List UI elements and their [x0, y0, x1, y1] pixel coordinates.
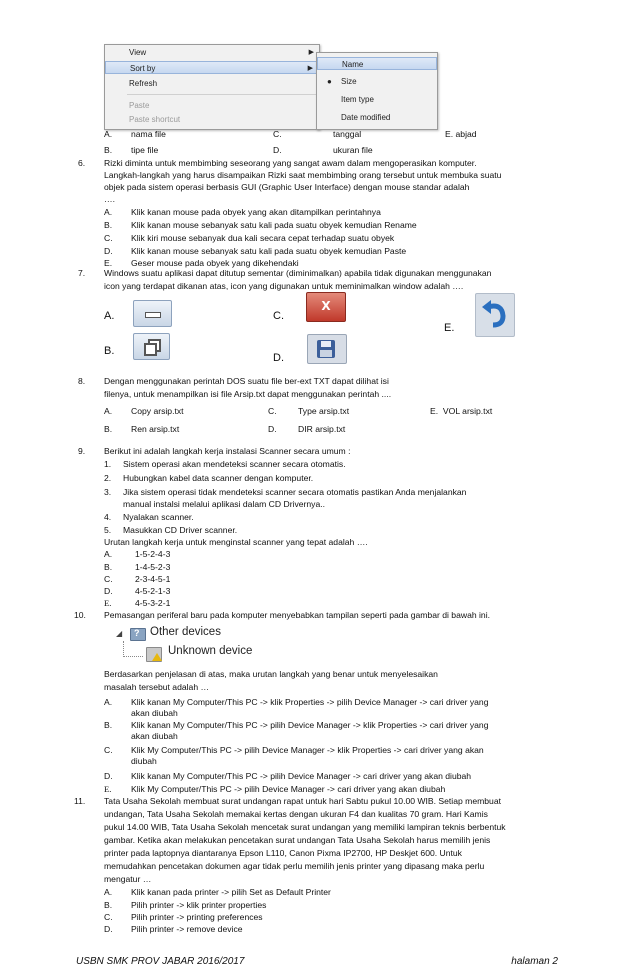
q10-text-2: masalah tersebut adalah …: [104, 682, 210, 692]
q7-option-e: E.: [444, 322, 455, 334]
q9-intro: Berikut ini adalah langkah kerja instalasi Scanner secara umum :: [104, 446, 351, 456]
q9-step-text: Hubungkan kabel data scanner dengan komputer.: [123, 473, 314, 483]
q6-text-3: objek pada sistem operasi berbasis GUI (Graphic User Interface) dengan mouse standar adalah: [104, 182, 470, 192]
q11-option-key: A.: [104, 887, 113, 897]
q9-option-text: 2-3-4-5-1: [135, 574, 171, 584]
q9-option-text: 4-5-3-2-1: [135, 598, 171, 608]
q11-option-text: Pilih printer -> klik printer properties: [131, 900, 267, 910]
q11-text-7: mengatur …: [104, 874, 152, 884]
q6-text-4: ….: [104, 194, 115, 204]
q7-text-2: icon yang terdapat dikanan atas, icon yang digunakan untuk meminimalkan window adalah ….: [104, 281, 464, 291]
expand-arrow-icon[interactable]: ◢: [116, 629, 123, 638]
q7-option-d: D.: [273, 352, 284, 364]
q9-option-key: D.: [104, 586, 113, 596]
q6-option-text: Klik kanan mouse pada obyek yang akan ditampilkan perintahnya: [131, 207, 381, 217]
tree-parent-label[interactable]: Other devices: [150, 626, 221, 638]
q7-option-a: A.: [104, 310, 115, 322]
q10-option-key: B.: [104, 720, 113, 730]
q10-intro: Pemasangan periferal baru pada komputer menyebabkan tampilan seperti pada gambar di bawah ini.: [104, 610, 491, 620]
q10-option-text: Klik kanan My Computer/This PC -> klik Properties -> pilih Device Manager -> cari driver yang: [131, 697, 489, 707]
footer-right: halaman 2: [511, 956, 558, 967]
q8-text-2: filenya, untuk menampilkan isi file Arsip.txt dapat menggunakan perintah ....: [104, 389, 392, 399]
q10-option-text: Klik kanan My Computer/This PC -> pilih Device Manager -> cari driver yang akan diubah: [131, 771, 472, 781]
unknown-device-icon: [146, 647, 162, 662]
q5-option-b-text: tipe file: [131, 145, 159, 155]
q11-text-5: printer pada laptopnya diantaranya Epson L110, Canon Pixma IP2700, HP Deskjet 600. Untuk: [104, 848, 462, 858]
q9-option-text: 4-5-2-1-3: [135, 586, 171, 596]
q8-option-a-text: Copy arsip.txt: [131, 406, 184, 416]
q8-text-1: Dengan menggunakan perintah DOS suatu file ber-ext TXT dapat dilihat isi: [104, 376, 389, 386]
q9-step-num: 4.: [104, 512, 112, 522]
q9-step-text: manual instalsi melalui aplikasi dalam CD Drivernya..: [123, 499, 326, 509]
q6-option-text: Klik kanan mouse sebanyak satu kali pada suatu obyek kemudian Paste: [131, 246, 407, 256]
q10-option-text-cont: akan diubah: [131, 708, 178, 718]
q5-option-a: A.: [104, 129, 113, 139]
q6-option-text: Klik kanan mouse sebanyak satu kali pada suatu obyek kemudian Rename: [131, 220, 417, 230]
q9-option-key: A.: [104, 549, 113, 559]
save-icon: [307, 334, 347, 364]
q9-step-text: Nyalakan scanner.: [123, 512, 194, 522]
q9-question: Urutan langkah kerja untuk menginstal scanner yang tepat adalah ….: [104, 537, 368, 547]
q6-option-key: E.: [104, 258, 113, 268]
q5-option-d-text: ukuran file: [333, 145, 373, 155]
q11-option-key: C.: [104, 912, 113, 922]
q10-option-key: C.: [104, 745, 113, 755]
submenu-item-item-type[interactable]: Item type: [341, 95, 374, 104]
footer-left: USBN SMK PROV JABAR 2016/2017: [76, 956, 245, 967]
q6-option-key: A.: [104, 207, 113, 217]
q5-option-b: B.: [104, 145, 113, 155]
context-menu: [104, 44, 320, 130]
q5-option-a-text: nama file: [131, 129, 166, 139]
q6-option-key: B.: [104, 220, 113, 230]
menu-item-sort-by[interactable]: Sort by ▶: [105, 61, 319, 74]
q11-text-6: memudahkan pencetakan dokumen agar tidak perlu memilih jenis printer yang dipasang maka perlu: [104, 861, 485, 871]
q9-step-num: 3.: [104, 487, 112, 497]
q8-option-b-text: Ren arsip.txt: [131, 424, 180, 434]
device-tree: [112, 625, 282, 665]
submenu-item-size[interactable]: ● Size: [327, 77, 357, 86]
menu-item-view[interactable]: View ▶: [129, 48, 314, 57]
q6-option-key: D.: [104, 246, 113, 256]
q8-option-d: D.: [268, 424, 277, 434]
q6-text-1: Rizki diminta untuk membimbing seseorang yang sangat awam dalam mengoperasikan komputer.: [104, 158, 477, 168]
q11-text-1: Tata Usaha Sekolah membuat surat undangan rapat untuk hari Sabtu pukul 10.00 WIB. Setiap membuat: [104, 796, 501, 806]
question-number: 6.: [78, 158, 86, 168]
q11-option-text: Klik kanan pada printer -> pilih Set as Default Printer: [131, 887, 331, 897]
other-devices-icon: ?: [130, 628, 146, 641]
q10-option-key: A.: [104, 697, 113, 707]
q11-text-3: pukul 14.00 WIB, Tata Usaha Sekolah mencetak surat undangan yang memiliki lampiran teknis berbentuk: [104, 822, 506, 832]
q10-option-text-cont: akan diubah: [131, 731, 178, 741]
question-number: 7.: [78, 268, 86, 278]
q10-option-text: Klik My Computer/This PC -> pilih Device Manager -> klik Properties -> cari driver yang akan: [131, 745, 484, 755]
radio-dot-icon: ●: [327, 77, 332, 86]
q6-option-text: Geser mouse pada obyek yang dikehendaki: [131, 258, 299, 268]
undo-icon: [475, 293, 515, 337]
question-number: 11.: [74, 796, 86, 806]
q9-option-text: 1-4-5-2-3: [135, 562, 171, 572]
q9-step-num: 1.: [104, 459, 112, 469]
submenu-item-date-modified[interactable]: Date modified: [341, 113, 391, 122]
q11-option-text: Pilih printer -> remove device: [131, 924, 243, 934]
q9-option-text: 1-5-2-4-3: [135, 549, 171, 559]
q10-text-1: Berdasarkan penjelasan di atas, maka urutan langkah yang benar untuk menyelesaikan: [104, 669, 438, 679]
menu-item-paste: Paste: [129, 101, 150, 110]
close-icon: X: [306, 292, 346, 322]
submenu-item-name[interactable]: Name: [317, 57, 437, 70]
q9-option-key: C.: [104, 574, 113, 584]
q8-option-c-text: Type arsip.txt: [298, 406, 350, 416]
q9-option-key: B.: [104, 562, 113, 572]
q11-text-2: undangan, Tata Usaha Sekolah memakai kertas dengan ukuran F4 dan kualitas 70 gram. Hari Kamis: [104, 809, 488, 819]
q9-option-key: E.: [104, 598, 112, 608]
q7-option-c: C.: [273, 310, 284, 322]
q9-step-text: Masukkan CD Driver scanner.: [123, 525, 238, 535]
q9-step-num: 2.: [104, 473, 112, 483]
q6-option-key: C.: [104, 233, 113, 243]
q7-text-1: Windows suatu aplikasi dapat ditutup sementar (diminimalkan) apabila tidak digunakan menggunakan: [104, 268, 492, 278]
q9-step-text: Sistem operasi akan mendeteksi scanner secara otomatis.: [123, 459, 346, 469]
sort-submenu: [316, 52, 438, 130]
tree-child-label[interactable]: Unknown device: [168, 645, 253, 657]
q6-text-2: Langkah-langkah yang harus disampaikan Rizki saat membimbing orang tersebut untuk membuka suatu: [104, 170, 502, 180]
menu-item-paste-shortcut: Paste shortcut: [129, 115, 181, 124]
q7-option-b: B.: [104, 345, 115, 357]
q10-option-text: Klik kanan My Computer/This PC -> pilih Device Manager -> klik Properties -> cari driver yang: [131, 720, 489, 730]
q8-option-a: A.: [104, 406, 113, 416]
question-number: 8.: [78, 376, 86, 386]
question-number: 10.: [74, 610, 86, 620]
q8-option-e: E. VOL arsip.txt: [430, 406, 493, 416]
q10-option-text: Klik My Computer/This PC -> pilih Device Manager -> cari driver yang akan diubah: [131, 784, 446, 794]
q10-option-key: D.: [104, 771, 113, 781]
q11-option-key: D.: [104, 924, 113, 934]
q11-option-key: B.: [104, 900, 113, 910]
q8-option-c: C.: [268, 406, 277, 416]
q8-option-b: B.: [104, 424, 113, 434]
q11-option-text: Pilih printer -> printing preferences: [131, 912, 263, 922]
q10-option-text-cont: diubah: [131, 756, 157, 766]
q6-option-text: Klik kiri mouse sebanyak dua kali secara cepat terhadap suatu obyek: [131, 233, 395, 243]
q5-option-c: C.: [273, 129, 282, 139]
q5-option-e: E. abjad: [445, 129, 477, 139]
q9-step-num: 5.: [104, 525, 112, 535]
q10-option-key: E.: [104, 784, 112, 794]
q9-step-text: Jika sistem operasi tidak mendeteksi scanner secara otomatis pastikan Anda menjalankan: [123, 487, 467, 497]
q8-option-d-text: DIR arsip.txt: [298, 424, 346, 434]
q5-option-d: D.: [273, 145, 282, 155]
menu-item-refresh[interactable]: Refresh: [129, 79, 158, 88]
restore-icon: [133, 333, 170, 360]
q5-option-c-text: tanggal: [333, 129, 362, 139]
question-number: 9.: [78, 446, 86, 456]
q11-text-4: gambar. Ketika akan melakukan pencetakan surat undangan Tata Usaha Sekolah harus memilih jenis: [104, 835, 491, 845]
minimize-icon: [133, 300, 172, 327]
